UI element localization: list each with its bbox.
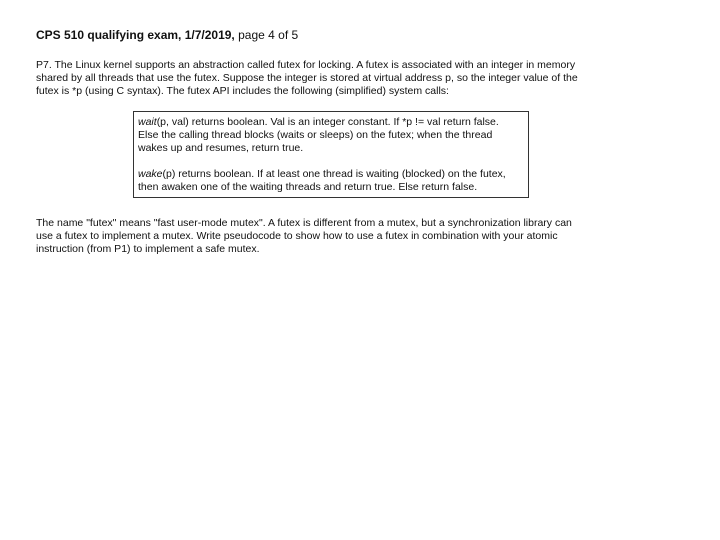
page-number: page 4 of 5 (234, 28, 299, 42)
wait-signature-text: (p, val) returns boolean. Val is an integer constant. If *p != val return false. (156, 116, 499, 128)
paragraph-line: use a futex to implement a mutex. Write pseudocode to show how to use a futex in combination with your atomic (36, 230, 558, 242)
wake-signature-text: (p) returns boolean. If at least one thread is waiting (blocked) on the futex, (162, 168, 506, 180)
wait-call-description (138, 116, 499, 155)
paragraph-line: futex is *p (using C syntax). The futex API includes the following (simplified) system calls: (36, 85, 449, 97)
wake-function-name: wake (138, 168, 163, 180)
paragraph-line: instruction (from P1) to implement a safe mutex. (36, 243, 260, 255)
futex-api-box (133, 111, 529, 198)
wake-line-2: then awaken one of the waiting threads and return true. Else return false. (138, 181, 478, 193)
wait-line-1 (138, 116, 499, 129)
page-header (36, 28, 298, 42)
wait-line-3: wakes up and resumes, return true. (138, 142, 304, 154)
wake-line-1 (138, 168, 506, 181)
wake-call-description (138, 168, 506, 194)
paragraph-line: shared by all threads that use the futex. Suppose the integer is stored at virtual address p, so the integer value of the (36, 72, 578, 84)
paragraph-line: The name "futex" means "fast user-mode mutex". A futex is different from a mutex, but a synchronization library can (36, 217, 572, 229)
exam-title: CPS 510 qualifying exam, 1/7/2019, (36, 28, 235, 42)
wait-line-2: Else the calling thread blocks (waits or sleeps) on the futex; when the thread (138, 129, 493, 141)
problem-task-paragraph (36, 217, 636, 256)
paragraph-line: P7. The Linux kernel supports an abstraction called futex for locking. A futex is associated with an integer in memory (36, 59, 576, 71)
wait-function-name: wait (138, 116, 157, 128)
problem-intro-paragraph (36, 59, 636, 98)
